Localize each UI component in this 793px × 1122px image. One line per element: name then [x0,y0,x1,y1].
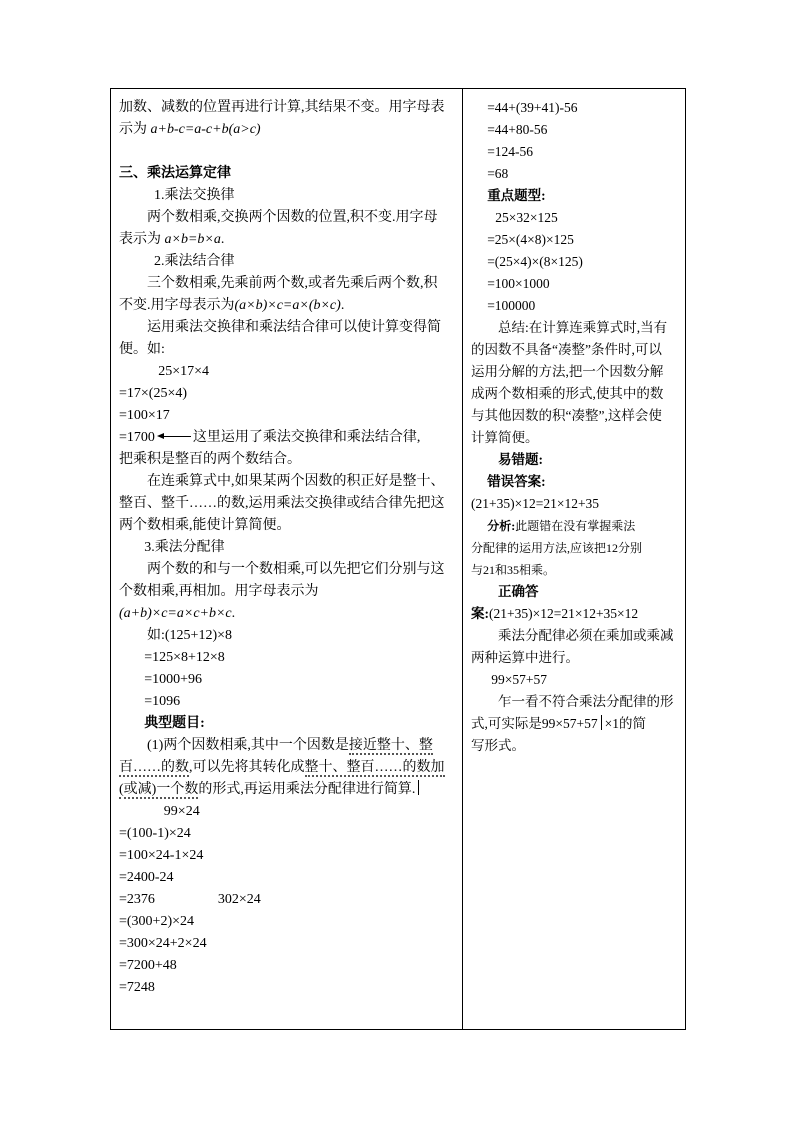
text-segment: 便。如: [119,342,165,357]
text-segment: 25×17×4 [158,364,209,379]
text-segment: 三个数相乘,先乘前两个数,或者先乘后两个数,积 [147,276,438,291]
text-segment: 两个数相乘,能使计算简便。 [119,518,291,533]
text-line [119,779,454,801]
text-segment: =100×24-1×24 [119,848,204,863]
text-line [119,251,454,273]
text-line [471,493,677,515]
text-segment: =1000+96 [144,672,202,687]
text-line [119,933,454,955]
text-line [119,383,454,405]
text-segment: =44+(39+41)-56 [487,100,578,115]
text-line [471,559,677,581]
text-line [471,361,677,383]
text-segment: =300×24+2×24 [119,936,207,951]
text-line [119,735,454,757]
text-segment: =7248 [119,980,155,995]
text-line [119,757,454,779]
emphasized-text: (或减)一个数 [119,782,199,797]
text-line [471,537,677,559]
text-line [119,955,454,977]
text-line [471,405,677,427]
text-segment: =100×17 [119,408,170,423]
text-segment: 2.乘法结合律 [154,254,235,269]
text-line [471,625,677,647]
text-line [119,97,454,119]
text-segment: 与其他因数的积“凑整”,这样会使 [471,408,662,423]
text-segment: 表示为 [119,232,165,247]
text-line [119,647,454,669]
text-segment: 分配律的运用方法,应该把12分别 [471,541,643,555]
cursor-mark [418,780,419,795]
text-segment: a+b-c=a-c+b(a>c) [150,122,261,137]
text-line [119,339,454,361]
text-segment: 整百、整千……的数,运用乘法交换律或结合律先把这 [119,496,445,511]
text-segment: 易错题: [498,452,543,467]
text-line [471,97,677,119]
text-line [119,669,454,691]
emphasized-text: 整十、整百……的数加 [304,760,445,775]
text-segment: 示为 [119,122,151,137]
text-segment: . [340,298,345,313]
text-line [119,141,454,163]
text-segment [155,892,218,907]
text-segment: =100000 [487,298,536,313]
text-line [119,537,454,559]
text-line [119,625,454,647]
text-segment: 计算简便。 [471,430,539,445]
text-segment: 这里运用了乘法交换律和乘法结合律, [192,430,421,445]
text-segment: 两个数的和与一个数相乘,可以先把它们分别与这 [147,562,445,577]
text-line [119,273,454,295]
text-line [471,691,677,713]
text-segment: 乍一看不符合乘法分配律的形 [498,694,674,709]
text-segment: 的形式,再运用乘法分配律进行简算. [198,782,416,797]
text-segment: (21+35)×12=21×12+35 [471,496,600,511]
text-segment: =2400-24 [119,870,174,885]
text-segment: =100×1000 [487,276,550,291]
text-segment: 写形式。 [471,738,525,753]
text-segment: =44+80-56 [487,122,548,137]
text-line [119,603,454,625]
text-segment: 错误答案: [487,474,546,489]
text-line [119,845,454,867]
text-segment: 在连乘算式中,如果某两个因数的积正好是整十、 [147,474,445,489]
text-segment: 三、乘法运算定律 [119,166,231,181]
text-segment: 加数、减数的位置再进行计算,其结果不变。用字母表 [119,100,445,115]
text-line [119,867,454,889]
text-line [471,383,677,405]
text-segment: 不变.用字母表示为 [119,298,235,313]
text-segment: . [231,606,236,621]
text-line [471,251,677,273]
text-segment: (1)两个因数相乘,其中一个因数是 [147,738,349,753]
text-line [471,515,677,537]
text-segment: 两个数相乘,交换两个因数的位置,积不变.用字母 [147,210,438,225]
text-line [471,207,677,229]
text-segment: . [220,232,225,247]
text-segment: =25×(4×8)×125 [487,232,574,247]
text-segment: 案: [471,606,489,621]
right-column [463,89,685,1029]
text-line [119,295,454,317]
emphasized-text: 接近整十、整 [348,738,433,753]
text-segment: (a+b)×c=a×c+b×c [119,606,232,621]
text-segment: =(100-1)×24 [119,826,191,841]
text-segment: 重点题型: [487,188,546,203]
text-segment: ×1的简 [604,716,646,731]
text-line [119,317,454,339]
text-segment: 把乘积是整百的两个数结合。 [119,452,301,467]
text-segment: 302×24 [217,892,261,907]
text-line [119,185,454,207]
text-segment: =(25×4)×(8×125) [487,254,583,269]
text-segment: 式,可实际是99×57+57 [471,716,598,731]
text-line [471,185,677,207]
text-line [471,163,677,185]
text-line [119,361,454,383]
text-segment: 总结:在计算连乘算式时,当有 [498,320,668,335]
text-segment: 乘法分配律必须在乘加或乘减 [498,628,674,643]
text-segment: 正确答 [498,584,539,599]
text-segment: 个数相乘,再相加。用字母表示为 [119,584,319,599]
text-line [471,603,677,625]
text-line [119,889,454,911]
text-line [471,449,677,471]
text-segment: =17×(25×4) [119,386,188,401]
text-line [119,471,454,493]
text-line [119,405,454,427]
text-line [119,449,454,471]
text-line [471,317,677,339]
text-line [119,207,454,229]
text-segment: 运用乘法交换律和乘法结合律可以使计算变得简 [147,320,441,335]
left-column [111,89,463,1029]
text-segment: a×b=b×a [164,232,221,247]
text-segment: =2376 [119,892,155,907]
text-segment: 3.乘法分配律 [144,540,225,555]
text-segment: (21+35)×12=21×12+35×12 [489,606,639,621]
text-segment: 运用分解的方法,把一个因数分解 [471,364,664,379]
text-line [471,581,677,603]
text-segment: ,可以先将其转化成 [189,760,305,775]
text-segment: 此题错在没有掌握乘法 [515,519,636,533]
text-segment: =125×8+12×8 [144,650,225,665]
text-line [471,295,677,317]
text-line [119,493,454,515]
text-line [119,229,454,251]
text-segment: 99×57+57 [491,672,547,687]
text-segment: 两种运算中进行。 [471,650,579,665]
text-line [119,977,454,999]
text-line [119,559,454,581]
text-segment: =1700 [119,430,155,445]
text-segment: 典型题目: [144,716,205,731]
content-table [110,88,686,1030]
text-line [119,581,454,603]
text-line [119,801,454,823]
cursor-mark [601,715,602,730]
text-line [471,647,677,669]
text-line [119,163,454,185]
text-line [471,119,677,141]
text-segment: =124-56 [487,144,534,159]
text-segment: 25×32×125 [495,210,558,225]
left-arrow-icon [157,430,191,441]
text-line [119,911,454,933]
text-line [471,713,677,735]
text-segment: 如:(125+12)×8 [147,628,233,643]
text-line [119,119,454,141]
text-segment: =1096 [144,694,181,709]
text-segment: 1.乘法交换律 [154,188,235,203]
text-segment: 分析: [487,519,516,533]
text-line [119,691,454,713]
text-line [471,471,677,493]
text-line [119,515,454,537]
text-line [471,141,677,163]
text-line [471,735,677,757]
text-segment: 的因数不具备“凑整”条件时,可以 [471,342,662,357]
text-segment: 成两个数相乘的形式,使其中的数 [471,386,664,401]
text-line [471,229,677,251]
text-line [471,427,677,449]
text-line [119,427,454,449]
text-segment: =68 [487,166,509,181]
text-line [119,823,454,845]
text-segment: 与21和35相乘。 [471,563,556,577]
text-segment: =7200+48 [119,958,177,973]
text-line [471,273,677,295]
emphasized-text: 百……的数 [119,760,189,775]
text-line [471,669,677,691]
text-segment: 99×24 [163,804,200,819]
text-segment: (a×b)×c=a×(b×c) [234,298,341,313]
text-line [471,339,677,361]
text-segment: =(300+2)×24 [119,914,195,929]
text-line [119,713,454,735]
